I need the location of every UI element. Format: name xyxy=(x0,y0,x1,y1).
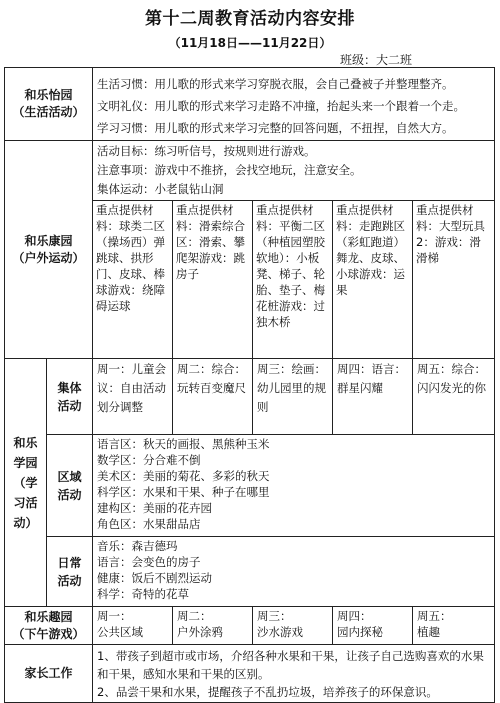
fun-day-4: 周四： 园内探秘 xyxy=(333,607,413,645)
fun-day-3: 周三： 沙水游戏 xyxy=(253,607,333,645)
daily-row xyxy=(5,537,495,607)
area-label: 区域 活动 xyxy=(47,435,93,537)
life-content xyxy=(93,68,495,141)
life-line: 文明礼仪：用儿歌的形式来学习走路不冲撞，抬起头来一个跟着一个走。 xyxy=(97,99,466,113)
life-line: 生活习惯：用儿歌的形式来学习穿脱衣服，会自己叠被子并整理整齐。 xyxy=(97,77,454,91)
outdoor-day-3: 重点提供材料：平衡二区（种植园塑胶软地）：小板凳、梯子、轮胎、垫子、梅花桩游戏：过独木桥 xyxy=(253,201,333,359)
fun-section-label: 和乐趣园 （下午游戏） xyxy=(5,607,93,645)
outdoor-section-label: 和乐康园 （户外运动） xyxy=(5,141,93,359)
area-content xyxy=(93,435,495,537)
outdoor-goal: 活动目标：练习听信号，按规则进行游戏。 xyxy=(97,144,316,158)
outdoor-notice: 注意事项：游戏中不推挤，会找空地玩，注意安全。 xyxy=(97,163,362,177)
fun-row xyxy=(5,607,495,645)
parents-line: 1、带孩子到超市或市场，介绍各种水果和干果，让孩子自己选购喜欢的水果和干果，感知水果和干果的区别。 xyxy=(97,649,484,681)
schedule-table xyxy=(4,67,495,703)
fun-day-1: 周一： 公共区域 xyxy=(93,607,173,645)
area-line: 美术区：美丽的菊花、多彩的秋天 xyxy=(97,469,270,483)
outdoor-general xyxy=(93,141,495,201)
area-row xyxy=(5,435,495,537)
outdoor-day-4: 重点提供材料：走跑跳区（彩虹跑道）舞龙、皮球、小球游戏：运果 xyxy=(333,201,413,359)
page-title: 第十二周教育活动内容安排 xyxy=(145,9,355,29)
daily-line: 语言：会变色的房子 xyxy=(97,555,201,569)
parents-content xyxy=(93,645,495,703)
outdoor-general-row xyxy=(5,141,495,201)
outdoor-group: 集体运动：小老鼠钻山洞 xyxy=(97,182,224,196)
parents-line: 2、品尝干果和水果，提醒孩子不乱扔垃圾，培养孩子的环保意识。 xyxy=(97,685,438,699)
learning-section-label: 和乐 学园 （学 习活 动） xyxy=(5,359,47,607)
daily-content xyxy=(93,537,495,607)
collective-day-1: 周一：儿童会议：自由活动划分调整 xyxy=(93,359,173,435)
collective-day-2: 周二：综合：玩转百变魔尺 xyxy=(173,359,253,435)
area-line: 角色区：水果甜品店 xyxy=(97,517,201,531)
collective-label: 集体 活动 xyxy=(47,359,93,435)
daily-line: 音乐：森吉德玛 xyxy=(97,539,178,553)
date-range: （11月18日——11月22日） xyxy=(168,36,332,50)
collective-row xyxy=(5,359,495,435)
class-name: 大二班 xyxy=(376,53,413,67)
outdoor-day-1: 重点提供材料：球类二区（操场西）弹跳球、拱形门、皮球、棒球游戏：绕障碍运球 xyxy=(93,201,173,359)
collective-day-5: 周五：综合：闪闪发光的你 xyxy=(413,359,495,435)
parents-section-label: 家长工作 xyxy=(5,645,93,703)
fun-day-5: 周五： 植趣 xyxy=(413,607,495,645)
outdoor-day-2: 重点提供材料：滑索综合区：滑索、攀爬架游戏：跳房子 xyxy=(173,201,253,359)
outdoor-day-5: 重点提供材料：大型玩具2：游戏：滑滑梯 xyxy=(413,201,495,359)
fun-day-2: 周二： 户外涂鸦 xyxy=(173,607,253,645)
parents-row xyxy=(5,645,495,703)
area-line: 科学区：水果和干果、种子在哪里 xyxy=(97,485,270,499)
daily-line: 科学：奇特的花草 xyxy=(97,587,190,601)
area-line: 建构区：美丽的花卉园 xyxy=(97,501,213,515)
class-label: 班级： xyxy=(340,53,377,67)
daily-label: 日常 活动 xyxy=(47,537,93,607)
area-line: 语言区：秋天的画报、黑熊种玉米 xyxy=(97,437,270,451)
collective-day-4: 周四：语言：群星闪耀 xyxy=(333,359,413,435)
life-row xyxy=(5,68,495,141)
class-info xyxy=(340,51,412,68)
daily-line: 健康：饭后不剧烈运动 xyxy=(97,571,213,585)
area-line: 数学区：分合难不倒 xyxy=(97,453,201,467)
collective-day-3: 周三：绘画：幼儿园里的规则 xyxy=(253,359,333,435)
life-line: 学习习惯：用儿歌的形式来学习完整的回答问题，不扭捏，自然大方。 xyxy=(97,121,454,135)
life-section-label: 和乐怡园 （生活活动） xyxy=(5,68,93,141)
